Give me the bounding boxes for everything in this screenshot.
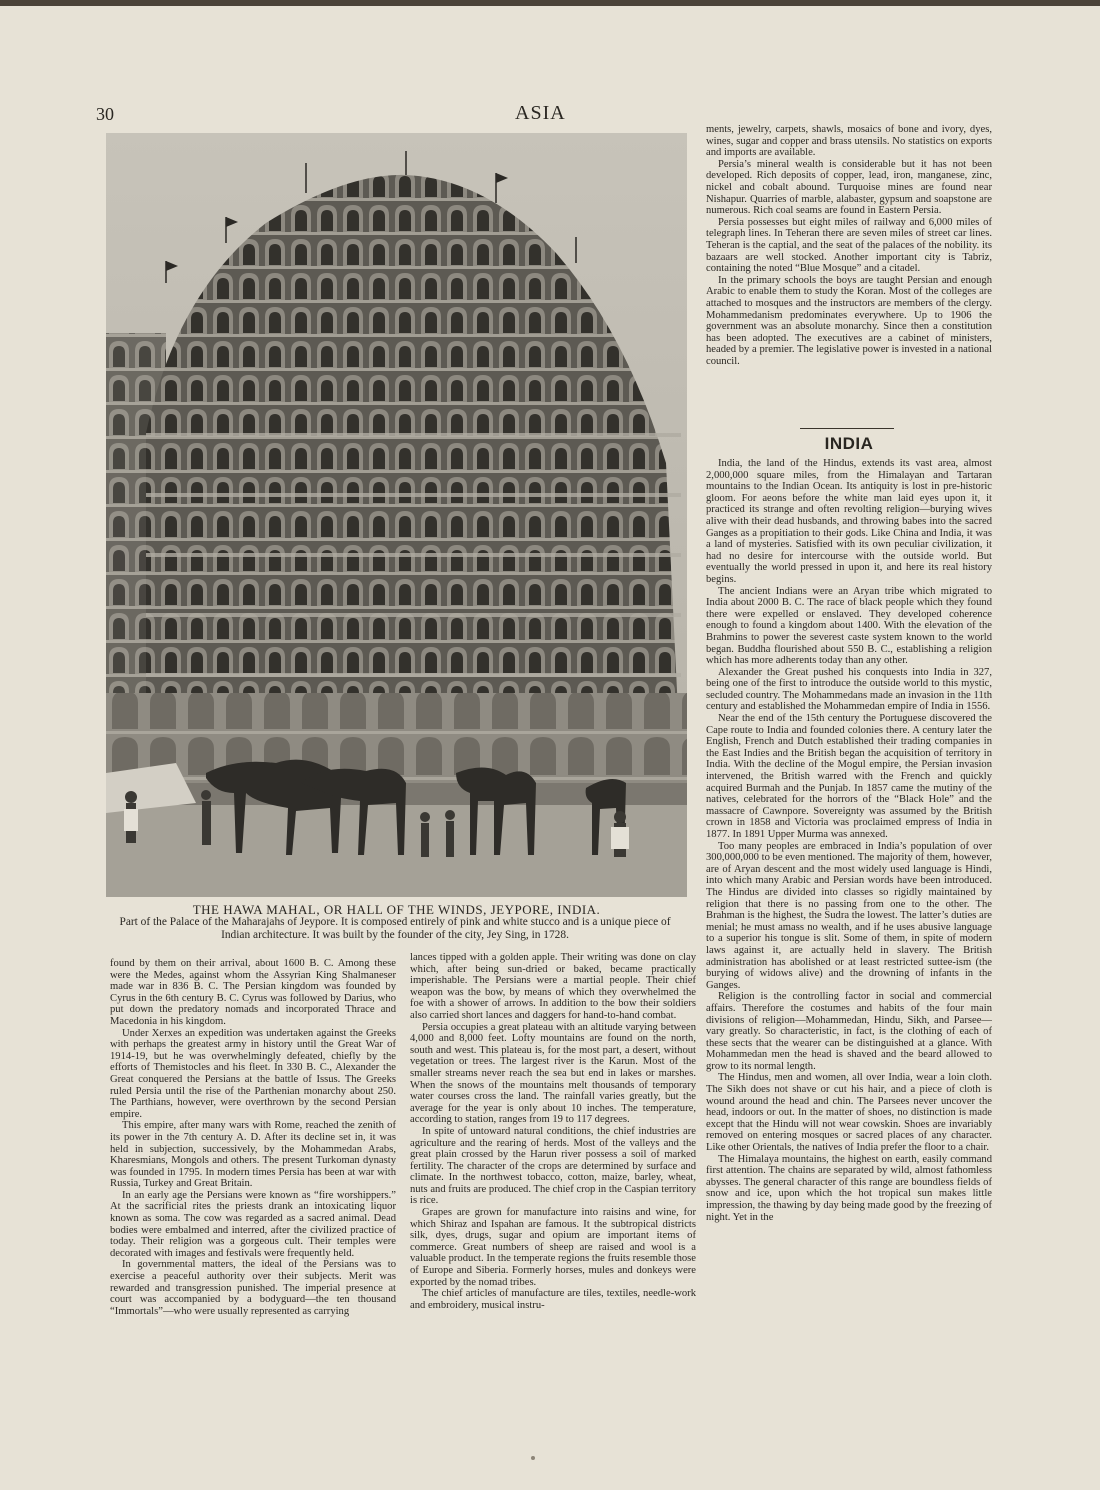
- text-column-3-top: [706, 124, 992, 424]
- paragraph: The Himalaya mountains, the highest on earth, easily command first attention. The chains are separated by wild, almost fathomless abysses. The general character of this range are boundless fields of snow and ice, upon which the hot tropical sun makes little impression, the thawing by day being made good by the freezing of night. Yet in the: [706, 1153, 992, 1223]
- paragraph: In spite of untoward natural conditions, the chief industries are agriculture and the rearing of herds. Most of the valleys and the great plain crossed by the Harun river possess a soil of marked fertility. The character of the crops are determined by surface and climate. In the northwest tobacco, cotton, maize, barley, wheat, nuts and fruits are produced. The chief crop in the Caspian territory is rice.: [410, 1125, 696, 1207]
- paragraph: Grapes are grown for manufacture into raisins and wine, for which Shiraz and Ispahan are famous. It the subtropical districts silk, dyes, drugs, sugar and opium are important items of commerce. Great numbers of sheep are raised and wool is a valuable product. In the temperate regions the fruits resemble those of Europe and Siberia. Formerly horses, mules and donkeys were exported by the nomad tribes.: [410, 1207, 696, 1288]
- paragraph: In the primary schools the boys are taught Persian and enough Arabic to enable them to study the Koran. Most of the colleges are attached to mosques and the instructors are members of the clergy. Mohammedanism predominates everywhere. Up to 1906 the government was an absolute monarchy. Since then a constitution has been adopted. The executives are a cabinet of ministers, headed by a premier. The legislative power is invested in a national council.: [706, 274, 992, 367]
- paragraph: India, the land of the Hindus, extends its vast area, almost 2,000,000 square miles, from the Himalayan and Tartaran mountains to the Indian Ocean. Its antiquity is lost in pre-historic gloom. For aeons before the white man laid eyes upon it, it practiced its strange and often revolting religion—burying wives alive with their dead husbands, and throwing babes into the sacred Ganges as a propitiation to their gods. Like China and India, it was a land of mysteries. Satisfied with its own peculiar civilization, it had no desire for intercourse with the outside world. But eventually the world pressed in upon it, and here its real history begins.: [706, 458, 992, 585]
- text-column-1: [110, 958, 396, 1380]
- figure-title: THE HAWA MAHAL, OR HALL OF THE WINDS, JEYPORE, INDIA.: [192, 902, 601, 917]
- paragraph: Near the end of the 15th century the Portuguese discovered the Cape route to India and founded colonies there. A century later the English, French and Dutch established their trading companies in the East Indies and the British began the acquisition of territory in India. With the decline of the Mogul empire, the Persian invasion intervened, the British warred with the French and quickly acquired Burmah and the Punjab. In 1857 came the mutiny of the natives, celebrated for the horrors of the “Black Hole” and the massacre of Cawnpore. Sovereignty was assumed by the British crown in 1858 and Victoria was proclaimed empress of India in 1877. In 1891 Upper Murma was annexed.: [706, 713, 992, 840]
- photograph-illustration: [106, 133, 687, 897]
- page-number: 30: [96, 104, 114, 124]
- paragraph: Under Xerxes an expedition was undertaken against the Greeks with perhaps the greatest army in history until the Great War of 1914-19, but he was overwhelmingly defeated, chiefly by the efforts of Themistocles and his fleet. In 330 B. C., Alexander the Great conquered the Persians at the battle of Issus. The Greeks ruled Persia until the rise of the Parthenian monarchy about 250. The Parthians, however, were overthrown by the second Persian empire.: [110, 1027, 396, 1120]
- scan-edge: [0, 0, 1100, 6]
- paragraph: Persia occupies a great plateau with an altitude varying between 4,000 and 8,000 feet. Lofty mountains are found on the north, south and west. This plateau is, for the most part, a desert, without vegetation or trees. The largest river is the Karun. Most of the smaller streams never reach the sea but end in lakes or marshes. When the snows of the mountains melt thousands of temporary water courses cross the land. The rainfall varies greatly, but the average for the year is only about 10 inches. The temperature, according to station, ranges from 19 to 117 degrees.: [410, 1021, 696, 1126]
- paragraph: This empire, after many wars with Rome, reached the zenith of its power in the 7th century A. D. After its decline set in, it was held in subjection, successively, by the Mohammedan Arabs, Kharesmians, Mongols and others. The present Turkoman dynasty was founded in 1795. In modern times Persia has been at war with Russia, Turkey and Great Britain.: [110, 1120, 396, 1190]
- section-divider: [800, 428, 894, 429]
- paragraph: In governmental matters, the ideal of the Persians was to exercise a peaceful authority over their subjects. Merit was rewarded and transgression punished. The imperial presence at court was accompanied by a bodyguard—the ten thousand “Immortals”—who were usually represented as carrying: [110, 1259, 396, 1317]
- paper-speck: [531, 1456, 535, 1460]
- paragraph: Persia possesses but eight miles of railway and 6,000 miles of telegraph lines. In Teheran there are seven miles of street car lines. Teheran is the captial, and the seat of the palaces of the nobility. its bazaars are well stocked. Another important city is Tabriz, containing the noted “Blue Mosque” and a citadel.: [706, 216, 992, 275]
- running-head: ASIA: [515, 102, 566, 124]
- paragraph: found by them on their arrival, about 1600 B. C. Among these were the Medes, against whom the Assyrian King Shalmaneser made war in 836 B. C. The Persian kingdom was founded by Cyrus in the 6th century B. C. Cyrus was followed by Darius, who put down the predatory nomads and incorporated Thrace and Macedonia in his kingdom.: [110, 958, 396, 1027]
- paragraph: The ancient Indians were an Aryan tribe which migrated to India about 2000 B. C. The race of black people which they found there were expelled or enslaved. They developed coherence enough to found a kingdom about 1400. With the elevation of the Brahmins to power the severest caste system known to the world began. Buddha flourished about 550 B. C., establishing a religion which has more adherents today than any other.: [706, 585, 992, 667]
- paragraph: The chief articles of manufacture are tiles, textiles, needle-work and embroidery, musical instru-: [410, 1288, 696, 1311]
- text-column-3-bottom: [706, 458, 992, 1376]
- paragraph: ments, jewelry, carpets, shawls, mosaics of bone and ivory, dyes, wines, sugar and copper and brass utensils. No statistics on exports and imports are available.: [706, 124, 992, 159]
- section-heading-india: INDIA: [824, 434, 874, 453]
- text-column-2: [410, 952, 696, 1380]
- hawa-mahal-photograph: [106, 133, 687, 897]
- paragraph: Persia’s mineral wealth is considerable but it has not been developed. Rich deposits of copper, lead, iron, manganese, zinc, nickel and cobalt abound. Turquoise mines are found near Nishapur. Quarries of marble, alabaster, gypsum and soapstone are numerous. Rich coal seams are found in Eastern Persia.: [706, 158, 992, 217]
- paragraph: Too many peoples are embraced in India’s population of over 300,000,000 to be even mentioned. The majority of them, however, are of Aryan descent and the most widely used language is Hindi, into which many Arabic and Persian words have been introduced. The Hindus are divided into classes so rigidly maintained by religion that there is no passing from one to the other. The Brahman is the highest, the Sudra the lowest. The latter’s duties are menial; he must amass no wealth, and if he uses abusive language to a superior his tongue is slit. Some of them, in spite of modern laws against it, are actually held in slavery. The British administration has abolished or at least restricted suttee-ism (the burying of widows alive) and the drowning of infants in the Ganges.: [706, 840, 992, 991]
- figure-caption: Part of the Palace of the Maharajahs of Jeypore. It is composed entirely of pink and white stucco and is a unique piece of Indian architecture. It was built by the founder of the city, Jey Sing, in 1728.: [119, 916, 671, 941]
- paragraph: Alexander the Great pushed his conquests into India in 327, being one of the first to introduce the outside world to this mystic, secluded country. The Mohammedans made an invasion in the 11th century and established the Mohammedan empire of India in 1556.: [706, 666, 992, 713]
- paragraph: The Hindus, men and women, all over India, wear a loin cloth. The Sikh does not shave or cut his hair, and a piece of cloth is wound around the head and chin. The Parsees never uncover the head, indoors or out. In the matter of shoes, no distinction is made except that the Hindu will not wear cowskin. Shoes are invariably removed on entering mosques or sacred places of any character. Like other Orientals, the natives of India prefer the floor to a chair.: [706, 1072, 992, 1154]
- paragraph: Religion is the controlling factor in social and commercial affairs. Therefore the costumes and habits of the four main divisions of religion—Mohammedan, Hindu, Sikh, and Parsee—vary greatly. So characteristic, in fact, is the clothing of each of these sects that the wearer can be distinguished at a glance. With Mohammedan men the head is shaved and the beard allowed to grow to its normal length.: [706, 991, 992, 1072]
- paragraph: lances tipped with a golden apple. Their writing was done on clay which, after being sun-dried or baked, became practically imperishable. The Persians were a martial people. Their chief weapon was the bow, by means of which they overwhelmed the foe with a shower of arrows. In addition to the bow their soldiers also carried short lances and daggers for hand-to-hand combat.: [410, 952, 696, 1021]
- paragraph: In an early age the Persians were known as “fire worshippers.” At the sacrificial rites the priests drank an intoxicating liquor known as soma. The cow was regarded as a sacred animal. Dead bodies were embalmed and interred, after the civilized practice of today. Their religion was a gorgeous cult. Their temples were decorated with images and festivals were frequently held.: [110, 1189, 396, 1259]
